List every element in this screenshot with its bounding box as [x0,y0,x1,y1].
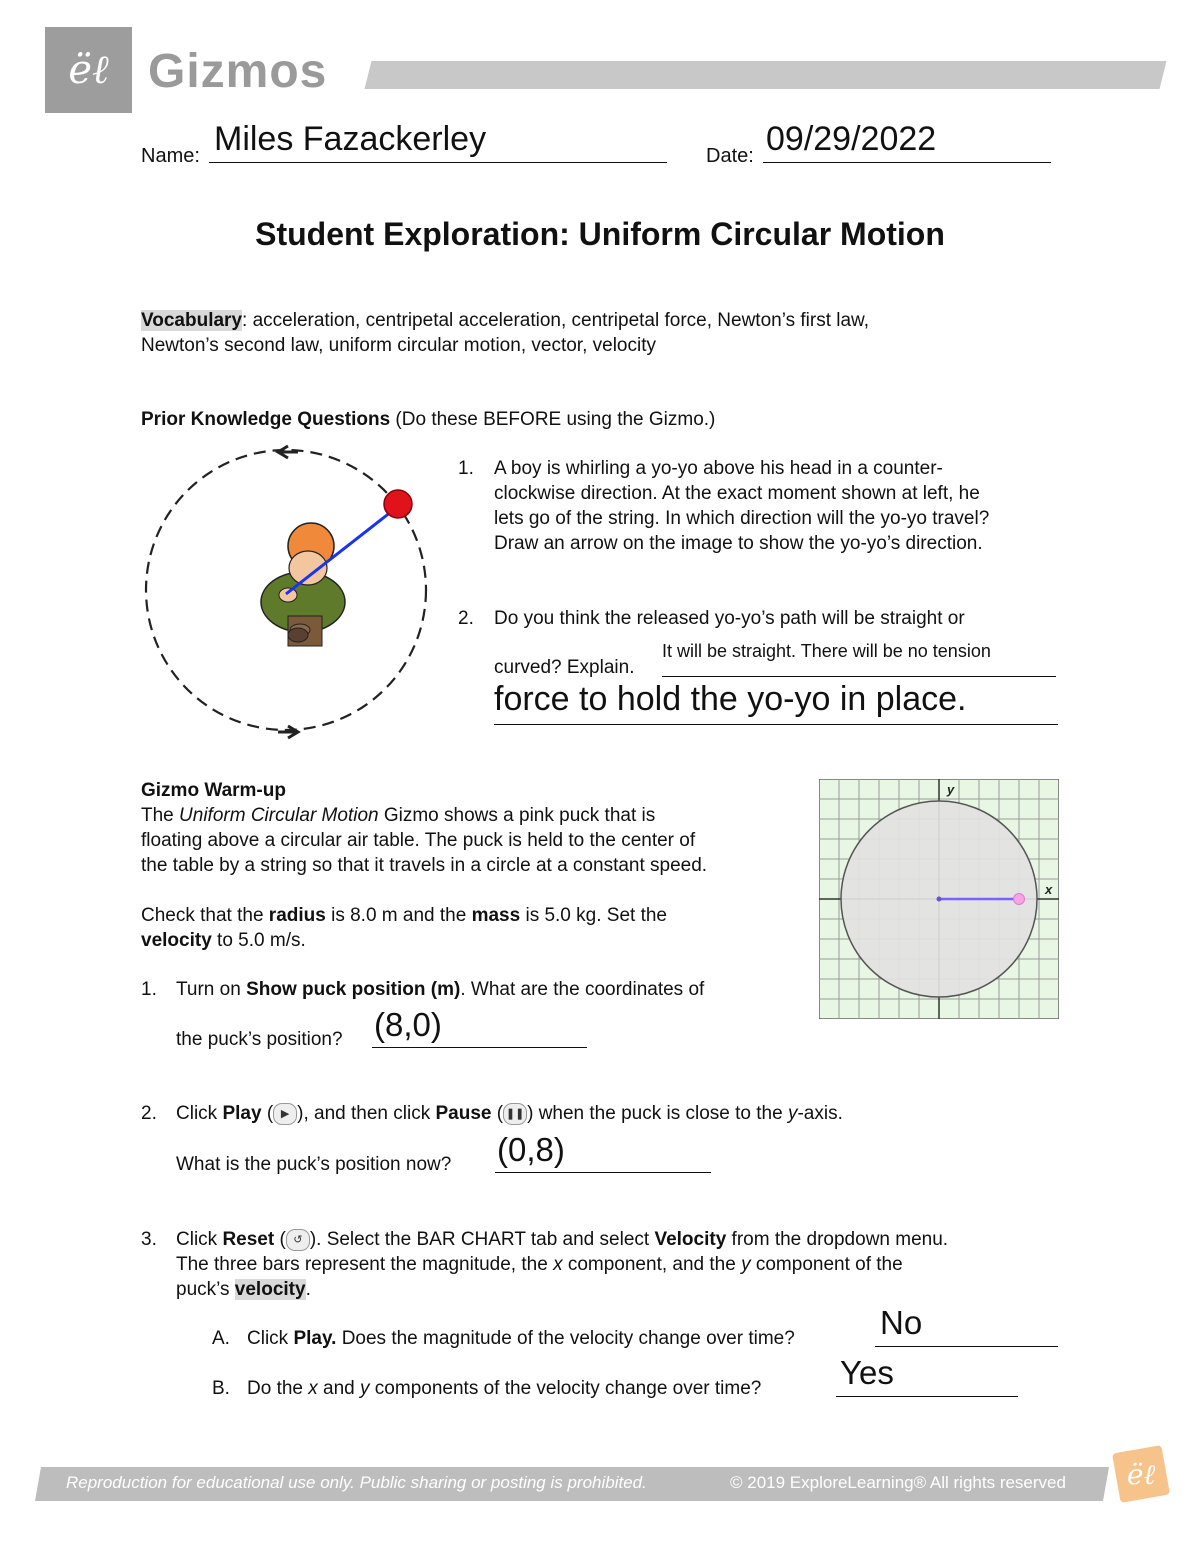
footer-left: Reproduction for educational use only. Public sharing or posting is prohibited. [66,1473,647,1492]
warmup-p2-c: is 8.0 m and the [325,905,472,926]
warmup-q3a-answer[interactable]: No [880,1304,923,1341]
warmup-q2-answer-line [495,1172,711,1173]
warmup-q3-l2c: component of the [750,1254,903,1275]
warmup-q3-a: Click [176,1229,223,1250]
prior-q2-number: 2. [458,608,474,629]
warmup-q2-c: ( [261,1103,274,1124]
warmup-q3a-a: Click [247,1328,294,1349]
prior-q2-answer-small[interactable]: It will be straight. There will be no tension [662,641,991,661]
boy-shoe [288,628,308,642]
warmup-q3-velocity: Velocity [654,1229,727,1250]
warmup-intro [141,778,801,953]
warmup-q2-line2: What is the puck’s position now? [176,1154,452,1175]
prior-q2-answer-large[interactable]: force to hold the yo-yo in place. [494,680,967,718]
warmup-q2-i: -axis. [797,1103,843,1124]
warmup-q2-number: 2. [141,1103,157,1124]
warmup-q1-answer-line [372,1047,587,1048]
warmup-q2-line1 [176,1101,843,1126]
warmup-q3a-number: A. [212,1328,230,1349]
date-value[interactable]: 09/29/2022 [766,120,937,158]
name-line [209,162,667,163]
prior-note: (Do these BEFORE using the Gizmo.) [390,409,716,430]
warmup-q3-number: 3. [141,1229,157,1250]
vocabulary [141,308,1041,358]
warmup-q3a-b: Play. [293,1328,337,1349]
warmup-q3-l2y: y [741,1254,751,1275]
warmup-q3-l3b: velocity [234,1279,306,1300]
header-bar [365,61,1167,89]
warmup-q3b-answer-line [836,1396,1018,1397]
warmup-q2-d: ), and then click [297,1103,436,1124]
warmup-q3-l2b: component, and the [562,1254,742,1275]
warmup-q2-h: y [787,1103,798,1124]
warmup-q3-l2x: x [553,1254,563,1275]
warmup-velocity: velocity [141,930,212,951]
prior-title: Prior Knowledge Questions [141,409,391,430]
warmup-q3-l3a: puck’s [176,1279,235,1300]
warmup-q3-reset: Reset [222,1229,275,1250]
warmup-q2-play: Play [222,1103,262,1124]
prior-q1-line: A boy is whirling a yo-yo above his head in a counter- [494,458,943,479]
brand-name: Gizmos [148,45,328,98]
warmup-q3a-text [247,1326,795,1351]
warmup-q3b-a: Do the [247,1378,309,1399]
top-arrow-icon [278,446,298,458]
yoyo-diagram [138,440,438,745]
puck [1014,894,1025,905]
warmup-q2-a: Click [176,1103,223,1124]
prior-q1 [494,456,1094,556]
play-icon: ▶ [273,1103,297,1125]
pause-icon: ❚❚ [503,1103,527,1125]
warmup-q1-c: . What are the coordinates of [460,979,705,1000]
warmup-radius: radius [268,905,326,926]
warmup-q1-line1 [176,977,704,1002]
reset-icon: ↺ [286,1229,310,1251]
warmup-q3b-x: x [308,1378,318,1399]
prior-q1-line: lets go of the string. In which direction will the yo-yo travel? [494,508,990,529]
page-title: Student Exploration: Uniform Circular Motion [255,216,945,252]
warmup-gizmo-name: Uniform Circular Motion [179,805,379,826]
warmup-q3b-text [247,1376,761,1401]
warmup-q3-text [176,1227,1076,1302]
warmup-q1-answer[interactable]: (8,0) [374,1006,442,1043]
warmup-p2-a: Check that the [141,905,269,926]
warmup-q3b-answer[interactable]: Yes [840,1354,894,1391]
warmup-p1-a: The [141,805,180,826]
warmup-q3-d: ). Select the BAR CHART tab and select [309,1229,655,1250]
footer-right: © 2019 ExploreLearning® All rights reserved [730,1473,1066,1492]
warmup-q1-b: Show puck position (m) [246,979,461,1000]
axis-y-label: y [947,782,955,797]
vocabulary-label: Vocabulary [141,310,243,331]
warmup-q3-c: ( [274,1229,286,1250]
prior-heading [141,407,715,432]
date-line [763,162,1051,163]
warmup-q2-g: ) when the puck is close to the [527,1103,788,1124]
warmup-heading: Gizmo Warm-up [141,780,286,801]
warmup-q3a-c: Does the magnitude of the velocity change over time? [336,1328,795,1349]
warmup-q3-l3c: . [305,1279,311,1300]
vocabulary-line2: Newton’s second law, uniform circular motion, vector, velocity [141,335,656,356]
warmup-q2-answer[interactable]: (0,8) [497,1131,565,1168]
warmup-p1-b: Gizmo shows a pink puck that is [378,805,656,826]
warmup-q1-number: 1. [141,979,157,1000]
warmup-p1-line2: floating above a circular air table. The puck is held to the center of [141,830,696,851]
boy-hand [279,588,297,602]
logo-mark [45,27,132,113]
logo-glyph: ëℓ [68,47,109,93]
prior-q2-line1: Do you think the released yo-yo’s path will be straight or [494,608,965,629]
warmup-q2-f: ( [491,1103,504,1124]
warmup-p1-line3: the table by a string so that it travels in a circle at a constant speed. [141,855,708,876]
prior-q2-answer-line1 [662,676,1056,677]
prior-q1-line: clockwise direction. At the exact moment shown at left, he [494,483,980,504]
footer-logo-glyph: ëℓ [1126,1458,1156,1491]
vocabulary-line1: : acceleration, centripetal acceleration, centripetal force, Newton’s first law, [242,310,869,331]
warmup-q3b-number: B. [212,1378,230,1399]
center-point [937,897,942,902]
yoyo [384,490,412,518]
name-value[interactable]: Miles Fazackerley [214,120,487,158]
warmup-mass: mass [471,905,521,926]
name-label: Name: [141,145,200,167]
bottom-arrow-icon [278,726,298,738]
warmup-q3b-c: components of the velocity change over time? [369,1378,762,1399]
warmup-q1-a: Turn on [176,979,247,1000]
axis-x-label: x [1045,882,1053,897]
warmup-p2-e: to 5.0 m/s. [211,930,306,951]
warmup-q3a-answer-line [875,1346,1058,1347]
prior-q1-number: 1. [458,458,474,479]
warmup-q3-f: from the dropdown menu. [726,1229,949,1250]
warmup-q1-line2: the puck’s position? [176,1029,343,1050]
warmup-q2-pause: Pause [435,1103,492,1124]
prior-q2-line2: curved? Explain. [494,657,635,678]
warmup-p2-d: is 5.0 kg. Set the [520,905,667,926]
prior-q2-answer-line2 [494,724,1058,725]
prior-q1-line: Draw an arrow on the image to show the yo-yo’s direction. [494,533,983,554]
warmup-q3-l2a: The three bars represent the magnitude, the [176,1254,554,1275]
warmup-q3b-b: and [317,1378,361,1399]
gizmo-table-diagram [819,779,1059,1019]
date-label: Date: [706,145,754,167]
footer-logo-icon [1110,1443,1172,1505]
warmup-q3b-y: y [360,1378,370,1399]
